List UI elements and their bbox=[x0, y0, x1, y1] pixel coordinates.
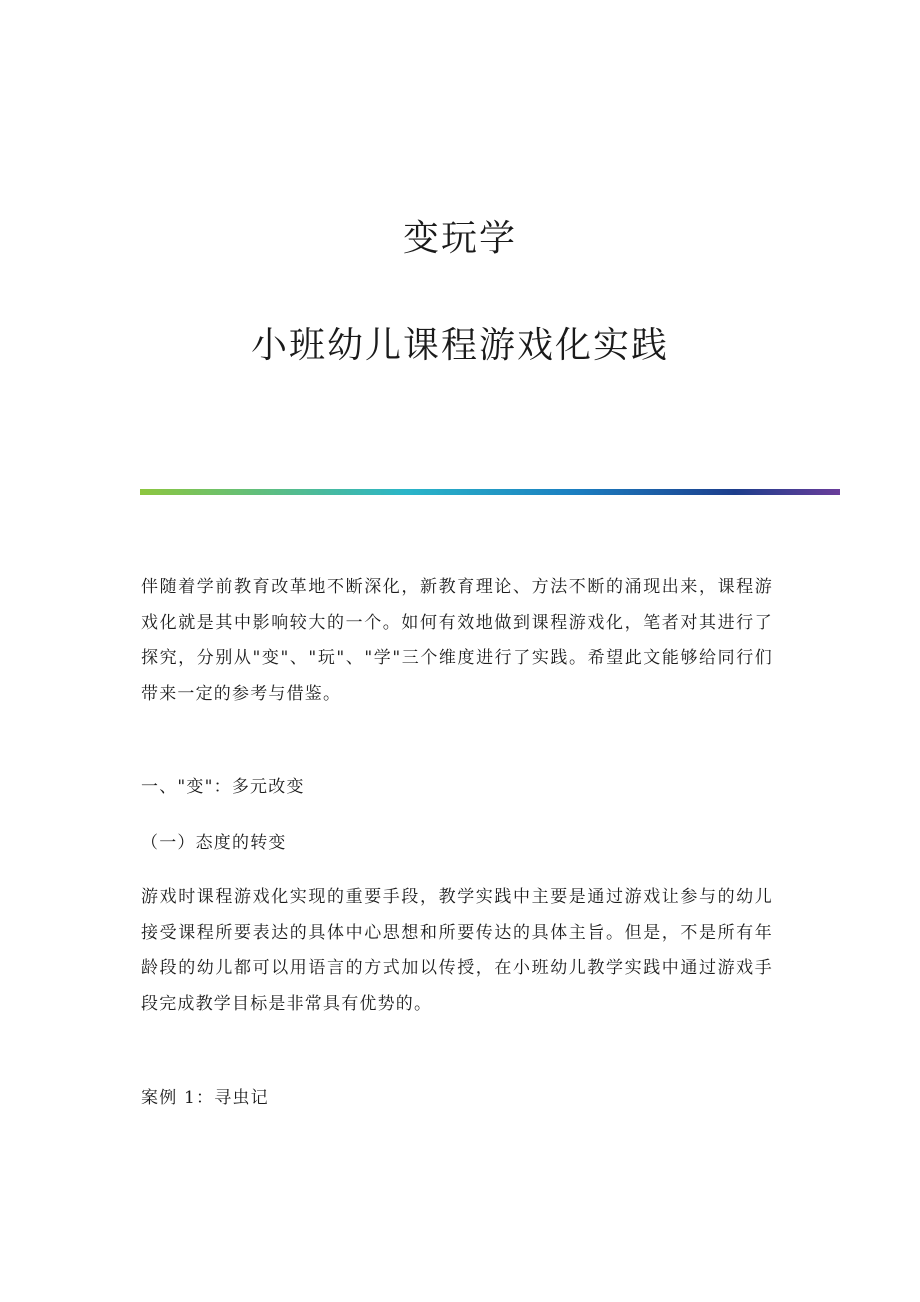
subsection-heading: （一）态度的转变 bbox=[141, 833, 287, 853]
document-title: 变玩学 bbox=[402, 218, 517, 259]
case-heading: 案例 1：寻虫记 bbox=[141, 1088, 269, 1108]
section-paragraph: 游戏时课程游戏化实现的重要手段，教学实践中主要是通过游戏让参与的幼儿接受课程所要表达的具体中心思想和所要传达的具体主旨。但是，不是所有年龄段的幼儿都可以用语言的方式加以传授，在小班幼儿教学实践中通过游戏手段完成教学目标是非常具有优势的。 bbox=[141, 887, 773, 1014]
gradient-divider bbox=[140, 489, 840, 495]
document-subtitle: 小班幼儿课程游戏化实践 bbox=[250, 325, 669, 366]
section-heading: 一、"变"：多元改变 bbox=[141, 777, 305, 797]
intro-paragraph: 伴随着学前教育改革地不断深化，新教育理论、方法不断的涌现出来，课程游戏化就是其中影响较大的一个。如何有效地做到课程游戏化，笔者对其进行了探究，分别从"变"、"玩"、"学"三个维度进行了实践。希望此文能够给同行们带来一定的参考与借鉴。 bbox=[141, 577, 773, 704]
